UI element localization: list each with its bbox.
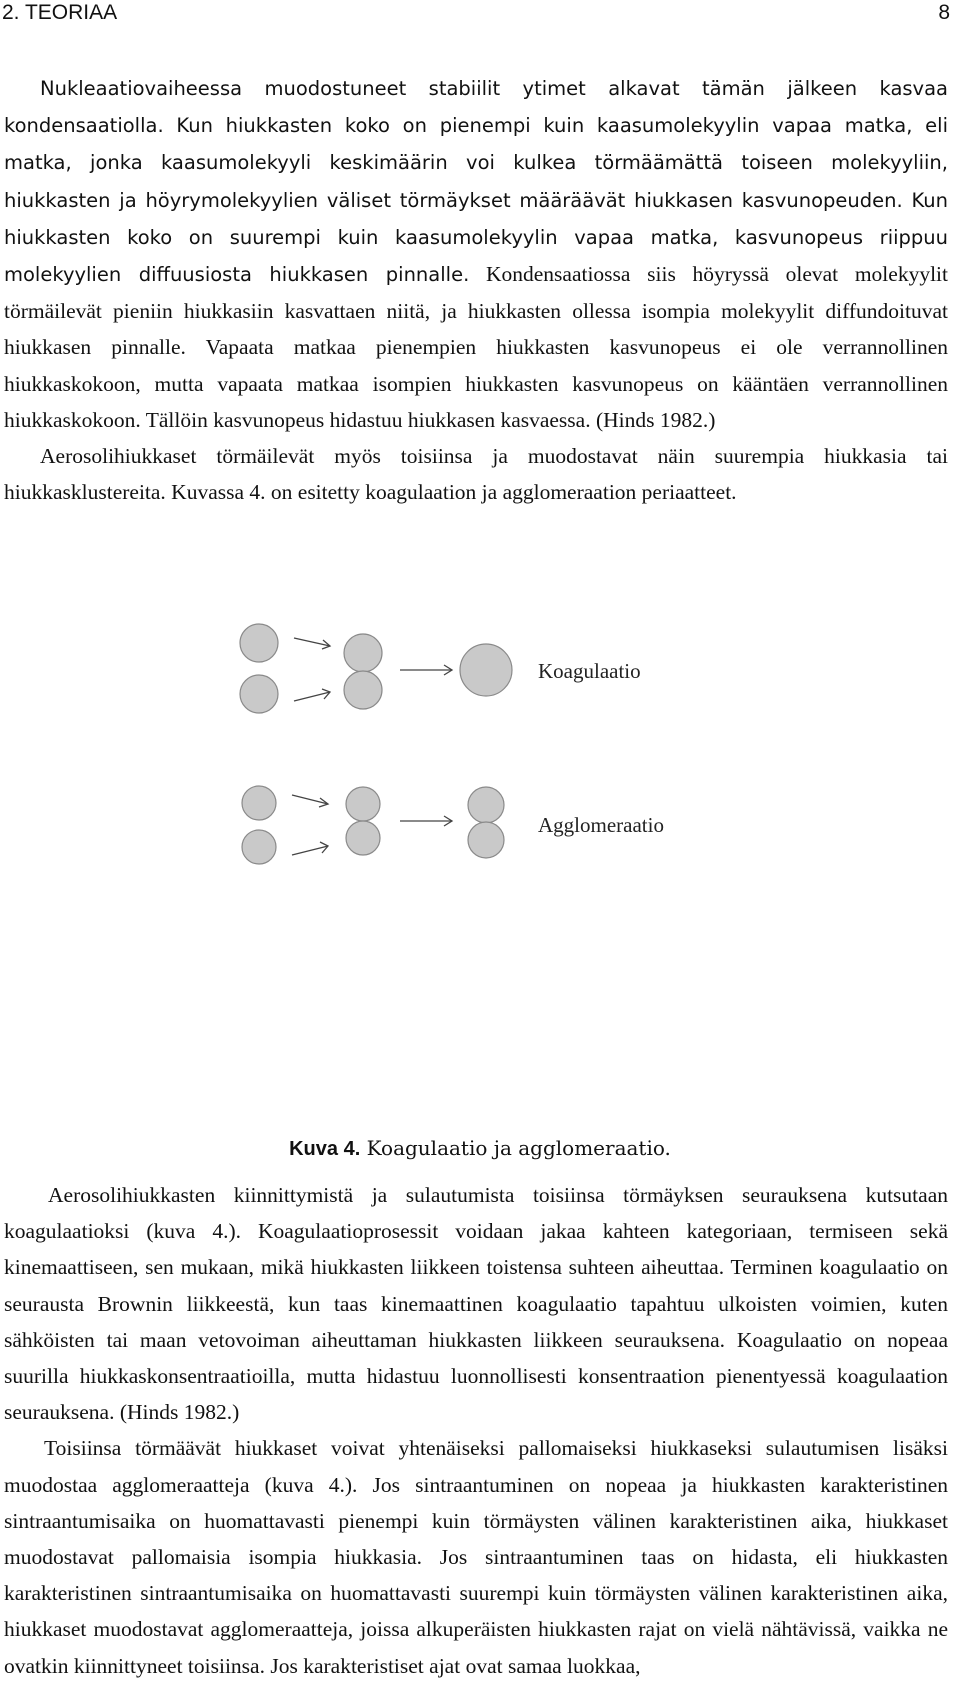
- paragraph-collisions: Aerosolihiukkaset törmäilevät myös toisiinsa ja muodostavat näin suurempia hiukkasia tai hiukkasklustereita. Kuvassa 4. on esitetty koagulaation ja agglomeraation periaatteet.: [4, 444, 948, 505]
- particle: [242, 830, 276, 864]
- arrow-icon: [294, 689, 330, 701]
- figure-caption: [0, 1136, 960, 1161]
- caption-text: Koagulaatio ja agglomeraatio.: [360, 1136, 671, 1160]
- particle: [240, 624, 278, 662]
- paragraph-condensation-part1: Nukleaatiovaiheessa muodostuneet stabiilit ytimet alkavat tämän jälkeen kasvaa kondensaatiolla. Kun hiukkasten koko on pienempi kuin kaasumolekyylin vapaa matka, eli matka, jonka kaasumolekyyli keskimäärin voi kulkea törmäämättä toiseen molekyyliin,: [4, 77, 948, 175]
- paragraph-condensation-part3: Kondensaatiossa siis höyryssä olevat molekyylit törmäilevät pieniin hiukkasiin kasvattaen niitä, ja hiukkasten ollessa isompia molekyylit diffundoituvat hiukkasen pinnalle. Vapaata matkaa pienempien hiukkasten kasvunopeus ei ole verrannollinen hiukkaskokoon, mutta vapaata matkaa isompien hiukkasten kasvunopeus on kääntäen verrannollinen hiukkaskokoon. Tällöin kasvunopeus hidastuu hiukkasen kasvaessa. (Hinds 1982.): [4, 262, 948, 432]
- particle: [344, 634, 382, 672]
- paragraph-coagulation: Aerosolihiukkasten kiinnittymistä ja sulautumista toisiinsa törmäyksen seurauksena kutsutaan koagulaatioksi (kuva 4.). Koagulaatioprosessit voidaan jakaa kahteen kategoriaan, termiseen sekä kinemaattiseen, sen mukaan, mikä hiukkasten liikkeen toistensa suhteen aiheuttaa. Terminen koagulaatio on seurausta Brownin liikkeestä, kun taas kinemaattinen koagulaatio tapahtuu ulkoisten voimien, kuten sähköisten tai maan vetovoiman aiheuttaman hiukkasten liikkeen seurauksena. Koagulaatio on nopeaa suurilla hiukkaskonsentraatioilla, mutta hidastuu luonnollisesti konsentraation pienentyessä koagulaation seurauksena. (Hinds 1982.): [4, 1183, 948, 1425]
- agglomerate-particle: [468, 787, 504, 823]
- arrow-icon: [400, 665, 452, 675]
- body-text-top: [4, 70, 948, 510]
- agglomeration-label: Agglomeraatio: [538, 813, 664, 837]
- particle: [346, 821, 380, 855]
- particle: [242, 786, 276, 820]
- chapter-title: 2. TEORIAA: [2, 1, 118, 24]
- paragraph-condensation: [4, 70, 948, 438]
- page-number: 8: [938, 1, 950, 24]
- arrow-icon: [400, 816, 452, 826]
- coagulation-label: Koagulaatio: [538, 659, 641, 683]
- agglomerate-particle: [468, 822, 504, 858]
- coagulation-agglomeration-figure: [220, 612, 740, 912]
- arrow-icon: [292, 842, 328, 855]
- particle: [240, 675, 278, 713]
- caption-label: Kuva 4.: [289, 1138, 361, 1160]
- particle: [346, 787, 380, 821]
- page-header: [0, 0, 960, 30]
- paragraph-condensation-part2: hiukkasten ja höyrymolekyylien väliset törmäykset määräävät hiukkasen kasvunopeuden. Kun hiukkasten koko on suurempi kuin kaasumolekyylin vapaa matka, kasvunopeus riippuu molekyylien diffuusiosta hiukkasen pinnalle.: [4, 188, 948, 287]
- body-text-bottom: [4, 1177, 948, 1684]
- particle: [344, 671, 382, 709]
- merged-particle: [460, 644, 512, 696]
- arrow-icon: [294, 638, 330, 649]
- arrow-icon: [292, 795, 328, 807]
- paragraph-agglomeration: Toisiinsa törmäävät hiukkaset voivat yhtenäiseksi pallomaiseksi hiukkaseksi sulautumisen lisäksi muodostaa agglomeraatteja (kuva 4.). Jos sintraantuminen on nopeaa ja hiukkasten karakteristinen sintraantumisaika on huomattavasti pienempi kuin törmäysten välinen karakteristinen aika, hiukkaset muodostavat pallomaisia isompia hiukkasia. Jos sintraantuminen taas on hidasta, eli hiukkasten karakteristinen sintraantumisaika on huomattavasti suurempi kuin törmäysten välinen karakteristinen aika, hiukkaset muodostavat agglomeraatteja, joissa alkuperäisten hiukkasten rajat on vielä nähtävissä, vaikka ne ovatkin kiinnittyneet toisiinsa. Jos karakteristiset ajat ovat samaa luokkaa,: [4, 1436, 948, 1678]
